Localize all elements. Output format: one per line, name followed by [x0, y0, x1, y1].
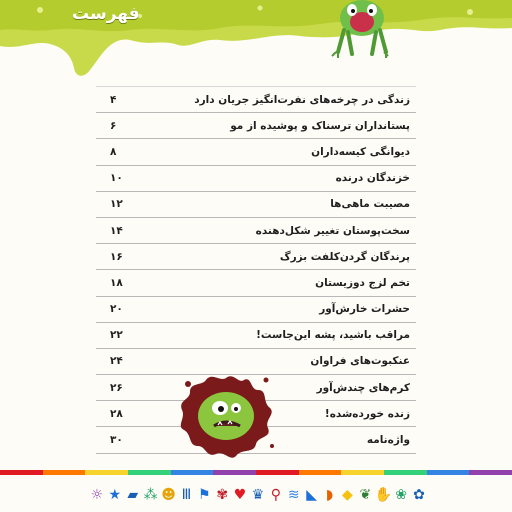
strip-segment [213, 470, 256, 475]
toc-page-number: ۲۶ [110, 381, 123, 394]
grapes-icon: ⁂ [143, 487, 158, 503]
strip-segment [299, 470, 342, 475]
toc-row [96, 218, 416, 244]
strip-segment [427, 470, 470, 475]
toc-entry-title: واژه‌نامه [366, 434, 410, 447]
strip-segment [171, 470, 214, 475]
toc-entry-title: مصیبت ماهی‌ها [330, 198, 410, 211]
toc-page-number: ۲۲ [110, 329, 123, 342]
strip-segment [469, 470, 512, 475]
column-icon: Ⅲ [181, 487, 192, 503]
toc-entry-title: مراقب باشید، پشه این‌جاست! [256, 329, 410, 342]
toc-entry-title: تخم لزج دوزیستان [315, 276, 410, 289]
toc-row [96, 297, 416, 323]
toc-row [96, 323, 416, 349]
toc-page-number: ۱۴ [110, 224, 123, 237]
footer-icon-bar [88, 484, 428, 506]
mask-icon: ☻ [161, 487, 176, 503]
toc-page-number: ۲۸ [110, 407, 123, 420]
toc-row [96, 244, 416, 270]
toc-page-number: ۴ [110, 93, 117, 106]
toc-entry-title: زنده خورده‌شده! [324, 407, 410, 420]
fish-icon: ◗ [325, 487, 334, 503]
toc-entry-title: خزندگان درنده [335, 172, 410, 185]
crown-icon: ♛ [251, 487, 265, 503]
toc-entry-title: دیوانگی کیسه‌داران [311, 145, 410, 158]
toc-page-number: ۲۰ [110, 303, 123, 316]
microscope-icon: ⚲ [270, 487, 281, 503]
toc-entry-title: حشرات خارش‌آور [319, 303, 410, 316]
strip-segment [0, 470, 43, 475]
leaf-icon: ❦ [359, 487, 372, 503]
toc-entry-title: پستانداران ترسناک و پوشیده از مو [230, 119, 410, 132]
page-title: فهرست [72, 4, 140, 24]
toc-page-number: ۱۸ [110, 276, 123, 289]
star-icon: ★ [108, 487, 122, 503]
germ-splat-illustration [176, 370, 276, 460]
flower-icon: ✾ [216, 487, 229, 503]
monster-illustration [322, 0, 402, 60]
heart-icon: ♥ [233, 487, 247, 503]
toc-row [96, 270, 416, 296]
toc-page-number: ۳۰ [110, 434, 123, 447]
toc-page-number: ۲۴ [110, 355, 123, 368]
rainbow-strip [0, 470, 512, 475]
toc-row [96, 86, 416, 113]
toc-entry-title: سخت‌پوستان تغییر شکل‌دهنده [255, 224, 410, 237]
cheese-icon: ◆ [342, 487, 353, 503]
flag-icon: ⚑ [198, 487, 211, 503]
toc-page-number: ۶ [110, 119, 117, 132]
strip-segment [128, 470, 171, 475]
toc-entry-title: زندگی در چرخه‌های نفرت‌انگیز جریان دارد [194, 93, 410, 106]
bulb-icon: ☼ [90, 487, 104, 503]
toc-row [96, 166, 416, 192]
toc-page-number: ۸ [110, 145, 117, 158]
bird-icon: ◣ [306, 487, 318, 503]
strip-segment [256, 470, 299, 475]
truck-icon: ▰ [127, 487, 139, 503]
strip-segment [384, 470, 427, 475]
paw-icon: ✿ [413, 487, 425, 503]
toc-row [96, 192, 416, 218]
strip-segment [85, 470, 128, 475]
toc-page-number: ۱۲ [110, 198, 123, 211]
toc-entry-title: کرم‌های چندش‌آور [316, 381, 410, 394]
paw-print-icon: ❀ [395, 487, 407, 503]
toc-page-number: ۱۰ [110, 172, 123, 185]
strip-segment [341, 470, 384, 475]
toc-page-number: ۱۶ [110, 250, 123, 263]
toc-entry-title: عنکبوت‌های فراوان [310, 355, 410, 368]
toc-row [96, 139, 416, 165]
toc-entry-title: پرندگان گردن‌کلفت بزرگ [279, 250, 410, 263]
wave-icon: ≋ [287, 487, 300, 503]
hand-icon: ✋ [374, 487, 392, 503]
toc-row [96, 113, 416, 139]
strip-segment [43, 470, 86, 475]
